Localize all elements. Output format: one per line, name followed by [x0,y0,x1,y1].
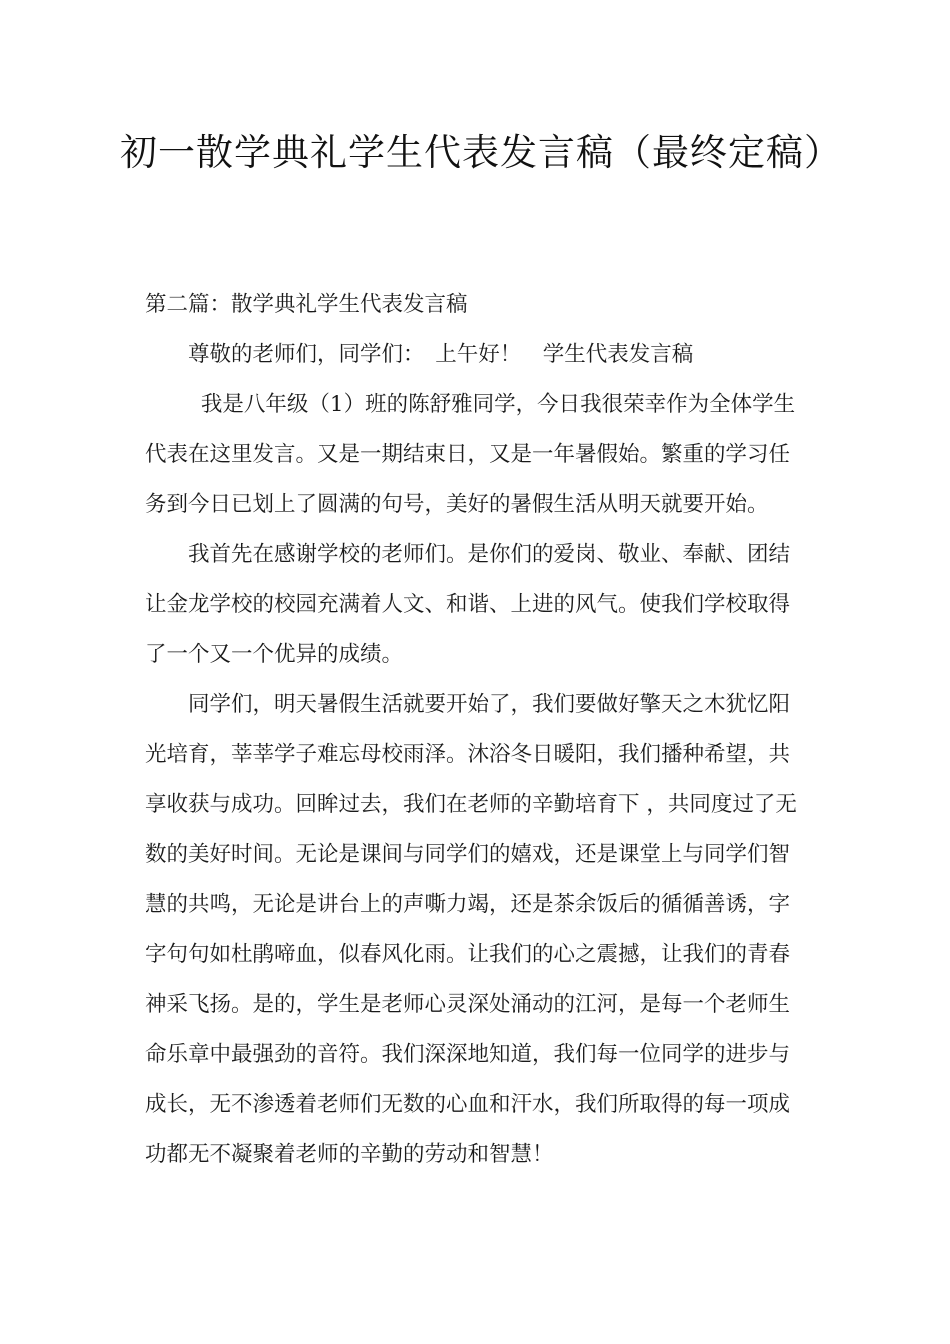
document-title: 初一散学典礼学生代表发言稿（最终定稿） [120,131,842,174]
greeting-line: 尊敬的老师们，同学们： 上午好！ 学生代表发言稿 [188,342,694,367]
paragraph-2: 我首先在感谢学校的老师们。是你们的爱岗、敬业、奉献、团结让金龙学校的校园充满着人文、和谐、上进的风气。使我们学校取得了一个又一个优异的成绩。 [145,542,791,667]
section-heading: 第二篇：散学典礼学生代表发言稿 [145,292,468,317]
paragraph-3: 同学们，明天暑假生活就要开始了，我们要做好擎天之木犹忆阳光培育，莘莘学子难忘母校雨泽。沐浴冬日暖阳，我们播种希望，共享收获与成功。回眸过去，我们在老师的辛勤培育下 ，共同度过了无数的美好时间。无论是课间与同学们的嬉戏，还是课堂上与同学们智慧的共鸣，无论是讲台上的声嘶力竭，还是茶余饭后的循循善诱，字字句句如杜鹃啼血，似春风化雨。让我们的心之震撼，让我们的青春神采飞扬。是的，学生是老师心灵深处涌动的江河，是每一个老师生命乐章中最强劲的音符。我们深深地知道，我们每一位同学的进步与成长，无不渗透着老师们无数的心血和汗水，我们所取得的每一项成功都无不凝聚着老师的辛勤的劳动和智慧！ [145,692,797,1167]
document-body [145,280,810,1180]
paragraph-1: 我是八年级（1）班的陈舒雅同学，今日我很荣幸作为全体学生代表在这里发言。又是一期结束日，又是一年暑假始。繁重的学习任务到今日已划上了圆满的句号，美好的暑假生活从明天就要开始。 [145,392,796,517]
